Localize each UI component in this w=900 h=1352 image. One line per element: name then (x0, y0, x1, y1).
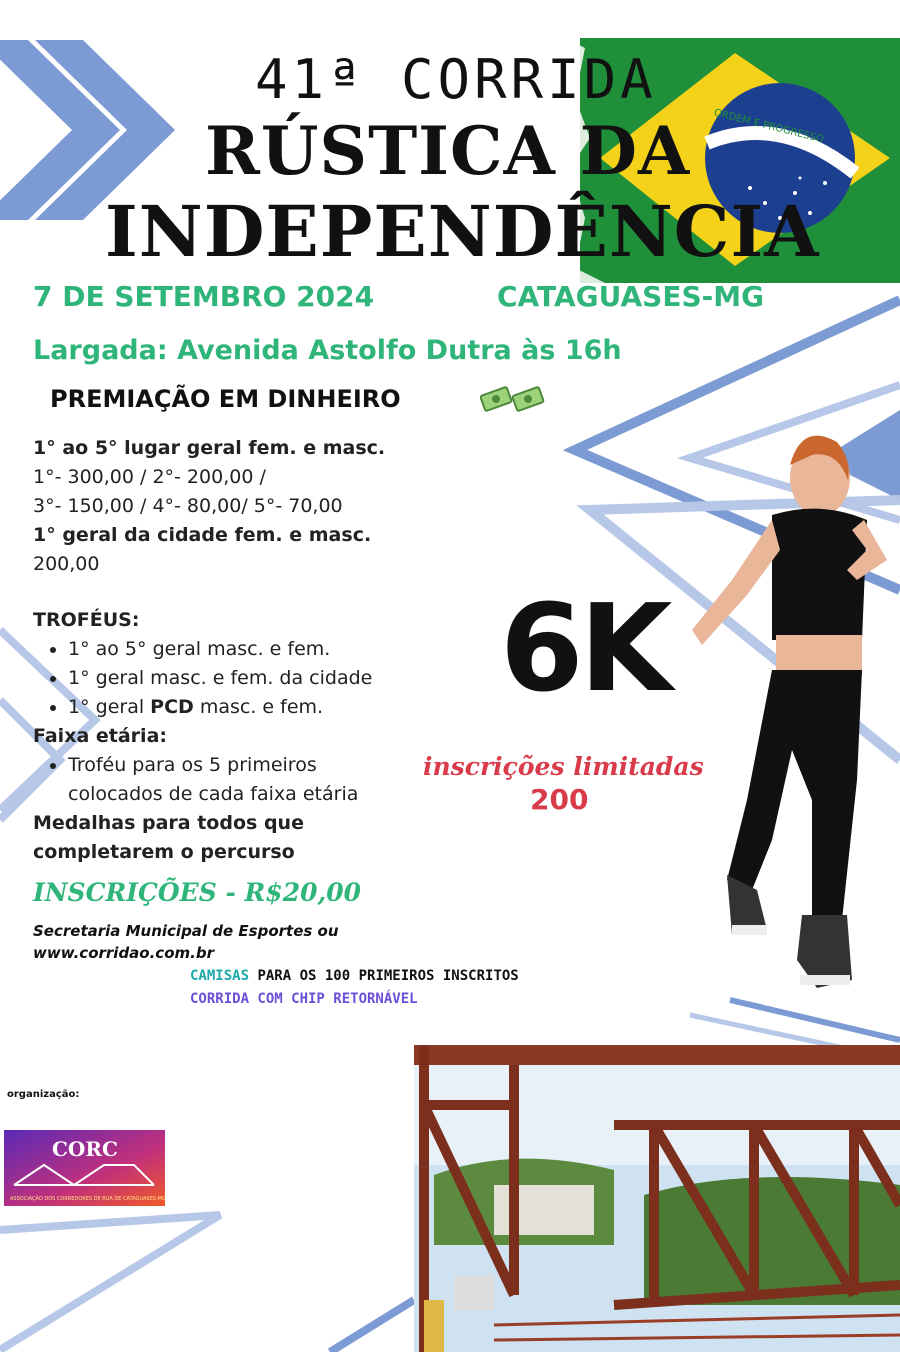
chip-note: CORRIDA COM CHIP RETORNÁVEL (190, 991, 418, 1007)
age-item: • Troféu para os 5 primeiros colocados de cada faixa etária (68, 751, 408, 809)
money-icon (480, 385, 546, 419)
organizer-label: organização: (7, 1089, 80, 1100)
distance-label: 6K (500, 580, 669, 719)
registration-where-1: Secretaria Municipal de Esportes ou (33, 922, 339, 940)
prize-city-value: 200,00 (33, 553, 100, 575)
limited-number: 200 (530, 783, 589, 816)
prize-general-line-2: 3°- 150,00 / 4°- 80,00/ 5°- 70,00 (33, 495, 343, 517)
title-line-2: RÚSTICA DA (205, 112, 691, 190)
prize-general-line-1: 1°- 300,00 / 2°- 200,00 / (33, 466, 266, 488)
line-shape (330, 1300, 414, 1352)
medals-line-2: completarem o percurso (33, 841, 295, 863)
registration-link[interactable]: www.corridao.com.br (33, 944, 214, 962)
flag-motto: ORDEM E PROGRESSO (712, 107, 825, 146)
prize-city-heading: 1° geral da cidade fem. e masc. (33, 524, 372, 546)
event-date: 7 DE SETEMBRO 2024 (33, 280, 375, 313)
logo-text: CORC (52, 1137, 118, 1161)
registration-where (33, 920, 339, 964)
bridge-photo (414, 1045, 900, 1352)
event-start: Largada: Avenida Astolfo Dutra às 16h (33, 335, 622, 366)
triangle-outline (0, 1215, 220, 1350)
organizer-logo (4, 1130, 165, 1206)
trophy-item-pcd: • 1° geral PCD masc. e fem. (68, 693, 408, 722)
shirts-note: CAMISAS PARA OS 100 PRIMEIROS INSCRITOS (190, 968, 519, 984)
age-heading: Faixa etária: (33, 725, 167, 747)
limited-text: inscrições limitadas (423, 752, 704, 781)
prize-heading: PREMIAÇÃO EM DINHEIRO (50, 385, 401, 413)
registration-price: INSCRIÇÕES - R$20,00 (33, 878, 361, 907)
title-line-3: INDEPENDÊNCIA (105, 190, 820, 273)
title-line-1: 41ª CORRIDA (255, 48, 657, 111)
line-shape (730, 1000, 900, 1040)
trophies-section (33, 606, 408, 867)
event-city: CATAGUASES-MG (497, 280, 765, 313)
prize-info (33, 434, 385, 579)
medals-line-1: Medalhas para todos que (33, 812, 304, 834)
prize-general-heading: 1° ao 5° lugar geral fem. e masc. (33, 437, 386, 459)
runner-image (672, 420, 900, 1000)
trophy-item: • 1° geral masc. e fem. da cidade (68, 664, 408, 693)
logo-subtitle: ASSOCIAÇÃO DOS CORREDORES DE RUA DE CATAGUASES-MG (10, 1196, 165, 1202)
trophy-item: • 1° ao 5° geral masc. e fem. (68, 635, 408, 664)
trophies-heading: TROFÉUS: (33, 609, 140, 631)
